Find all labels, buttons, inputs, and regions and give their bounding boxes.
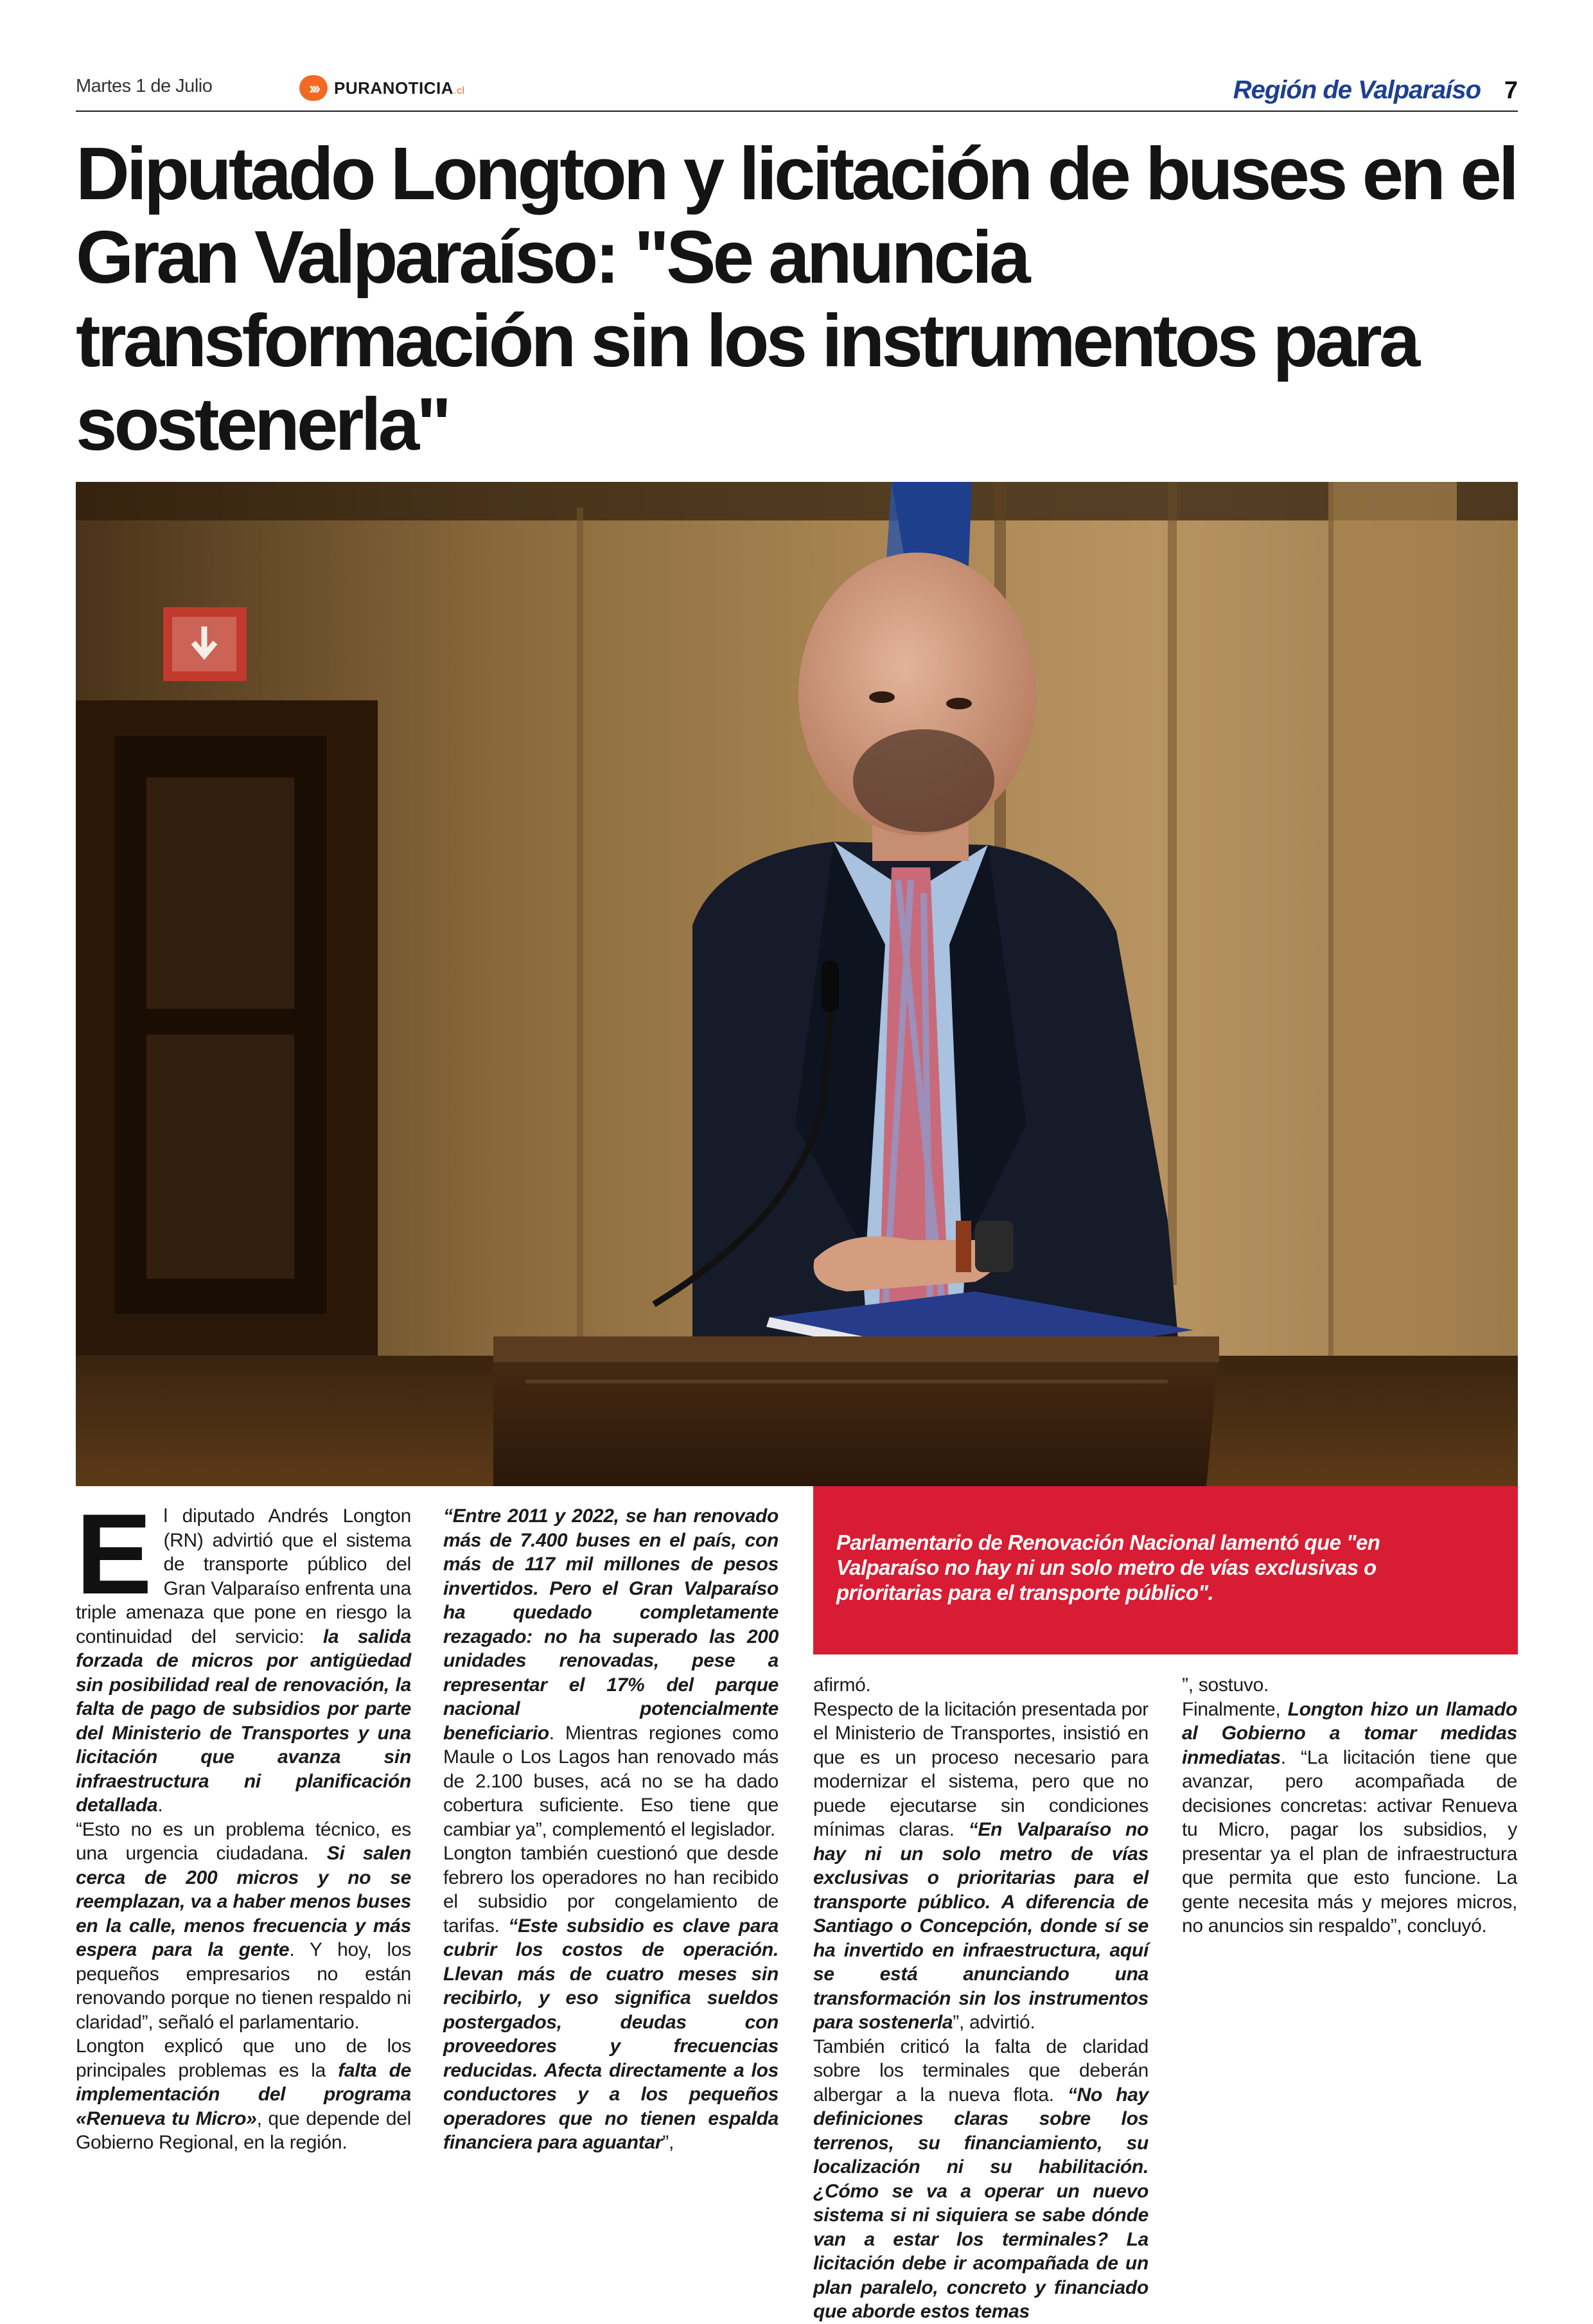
article-column-3 — [813, 1673, 1149, 2324]
headline: Diputado Longton y licitación de buses en el Gran Valparaíso: "Se anuncia transformación sin los instrumentos para sostenerla" — [76, 132, 1516, 466]
article-column-2 — [443, 1504, 779, 2155]
paragraph-8-continued: ”, sostuvo. — [1182, 1674, 1269, 1696]
pull-quote-text: Parlamentario de Renovación Nacional lamentó que "en Valparaíso no hay ni un solo metro de vías exclusivas o prioritarias para el transporte público". — [836, 1530, 1380, 1604]
paragraph-5: Longton también cuestionó que desde febrero los operadores no han recibido el subsidio por congelamiento de tarifas. “Este subsidio es clave para cubrir los costos de operación. Llevan más de cuatro meses sin recibirlo, y eso significa sueldos postergados, deudas con proveedores y frecuencias reducidas. Afecta directamente a los conductores y a los pequeños operadores que no tienen espalda financiera para aguantar”, — [443, 1843, 779, 2153]
paragraph-6: afirmó. — [813, 1674, 871, 1696]
article-photo — [76, 482, 1518, 1486]
puranoticia-logo — [299, 74, 465, 102]
paragraph-8-bold: “No hay definiciones claras sobre los terrenos, su financiamiento, su localización ni su habilitación. ¿Cómo se va a operar un nuevo sistema si ni siquiera se sabe dónde van a estar los terminales? La licitación debe ir acompañada de un plan paralelo, concreto y financiado que aborde estos temas — [813, 2084, 1149, 2322]
drop-cap: E — [76, 1490, 152, 1618]
paragraph-3: Longton explicó que uno de los principales problemas es la falta de implementación del programa «Renueva tu Micro», que depende del Gobierno Regional, en la región. — [76, 2036, 411, 2153]
paragraph-9: Finalmente, Longton hizo un llamado al Gobierno a tomar medidas inmediatas. “La licitación tiene que avanzar, pero acompañada de decisiones concretas: activar Renueva tu Micro, pagar los subsidios, y presentar ya el plan de infraestructura que permita que esto funcione. La gente necesita más y mejores micros, no anuncios sin respaldo”, concluyó. — [1182, 1698, 1517, 1937]
paragraph-2: “Esto no es un problema técnico, es una urgencia ciudadana. Si salen cerca de 200 micros y no se reemplazan, va a haber menos buses en la calle, menos frecuencia y más espera para la gente. Y hoy, los pequeños empresarios no están renovando porque no tienen respaldo ni claridad”, señaló el parlamentario. — [76, 1818, 411, 2033]
section-title: Región de Valparaíso — [1233, 76, 1481, 104]
logo-name: PURANOTICIA — [334, 78, 454, 98]
paragraph-8: También criticó la falta de claridad sobre los terminales que deberán albergar a la nueva flota. “No hay definiciones claras sobre los terrenos, su financiamiento, su localización ni su habilitación. ¿Cómo se va a operar un nuevo sistema si ni siquiera se sabe dónde van a estar los terminales? La licitación debe ir acompañada de un plan paralelo, concreto y financiado que aborde estos temas — [813, 2036, 1149, 2322]
article-column-1 — [76, 1490, 411, 2155]
article-column-4 — [1182, 1673, 1517, 1938]
paragraph-1: l diputado Andrés Longton (RN) advirtió que el sistema de transporte público del Gran Valparaíso enfrenta una triple amenaza que pone en riesgo la continuidad del servicio: la salida forzada de micros por antigüedad sin posibilidad real de renovación, la falta de pago de subsidios por parte del Ministerio de Transportes y una licitación que avanza sin infraestructura ni planificación detallada. — [76, 1505, 411, 1816]
paragraph-7: Respecto de la licitación presentada por el Ministerio de Transportes, insistió en que es un proceso necesario para modernizar el sistema, pero que no puede ejecutarse sin condiciones mínimas claras. “En Valparaíso no hay ni un solo metro de vías exclusivas o prioritarias para el transporte público. A diferencia de Santiago o Concepción, donde sí se ha invertido en infraestructura, aquí se está anunciando una transformación sin los instrumentos para sostenerla”, advirtió. — [813, 1698, 1149, 2033]
logo-chevrons-icon: ››› — [299, 75, 328, 101]
issue-date: Martes 1 de Julio — [76, 76, 213, 96]
pull-quote-box — [813, 1486, 1518, 1654]
page-number: 7 — [1504, 77, 1518, 104]
logo-suffix: .cl — [453, 85, 465, 96]
paragraph-4: “Entre 2011 y 2022, se han renovado más de 7.400 buses en el país, con más de 117 mil millones de pesos invertidos. Pero el Gran Valparaíso ha quedado completamente rezagado: no ha superado las 200 unidades renovadas, pese a representar el 17% del parque nacional potencialmente beneficiario. Mientras regiones como Maule o Los Lagos han renovado más de 2.100 buses, acá no se ha dado cobertura suficiente. Eso tiene que cambiar ya”, complementó el legislador. — [443, 1505, 779, 1840]
header-divider — [76, 111, 1518, 112]
